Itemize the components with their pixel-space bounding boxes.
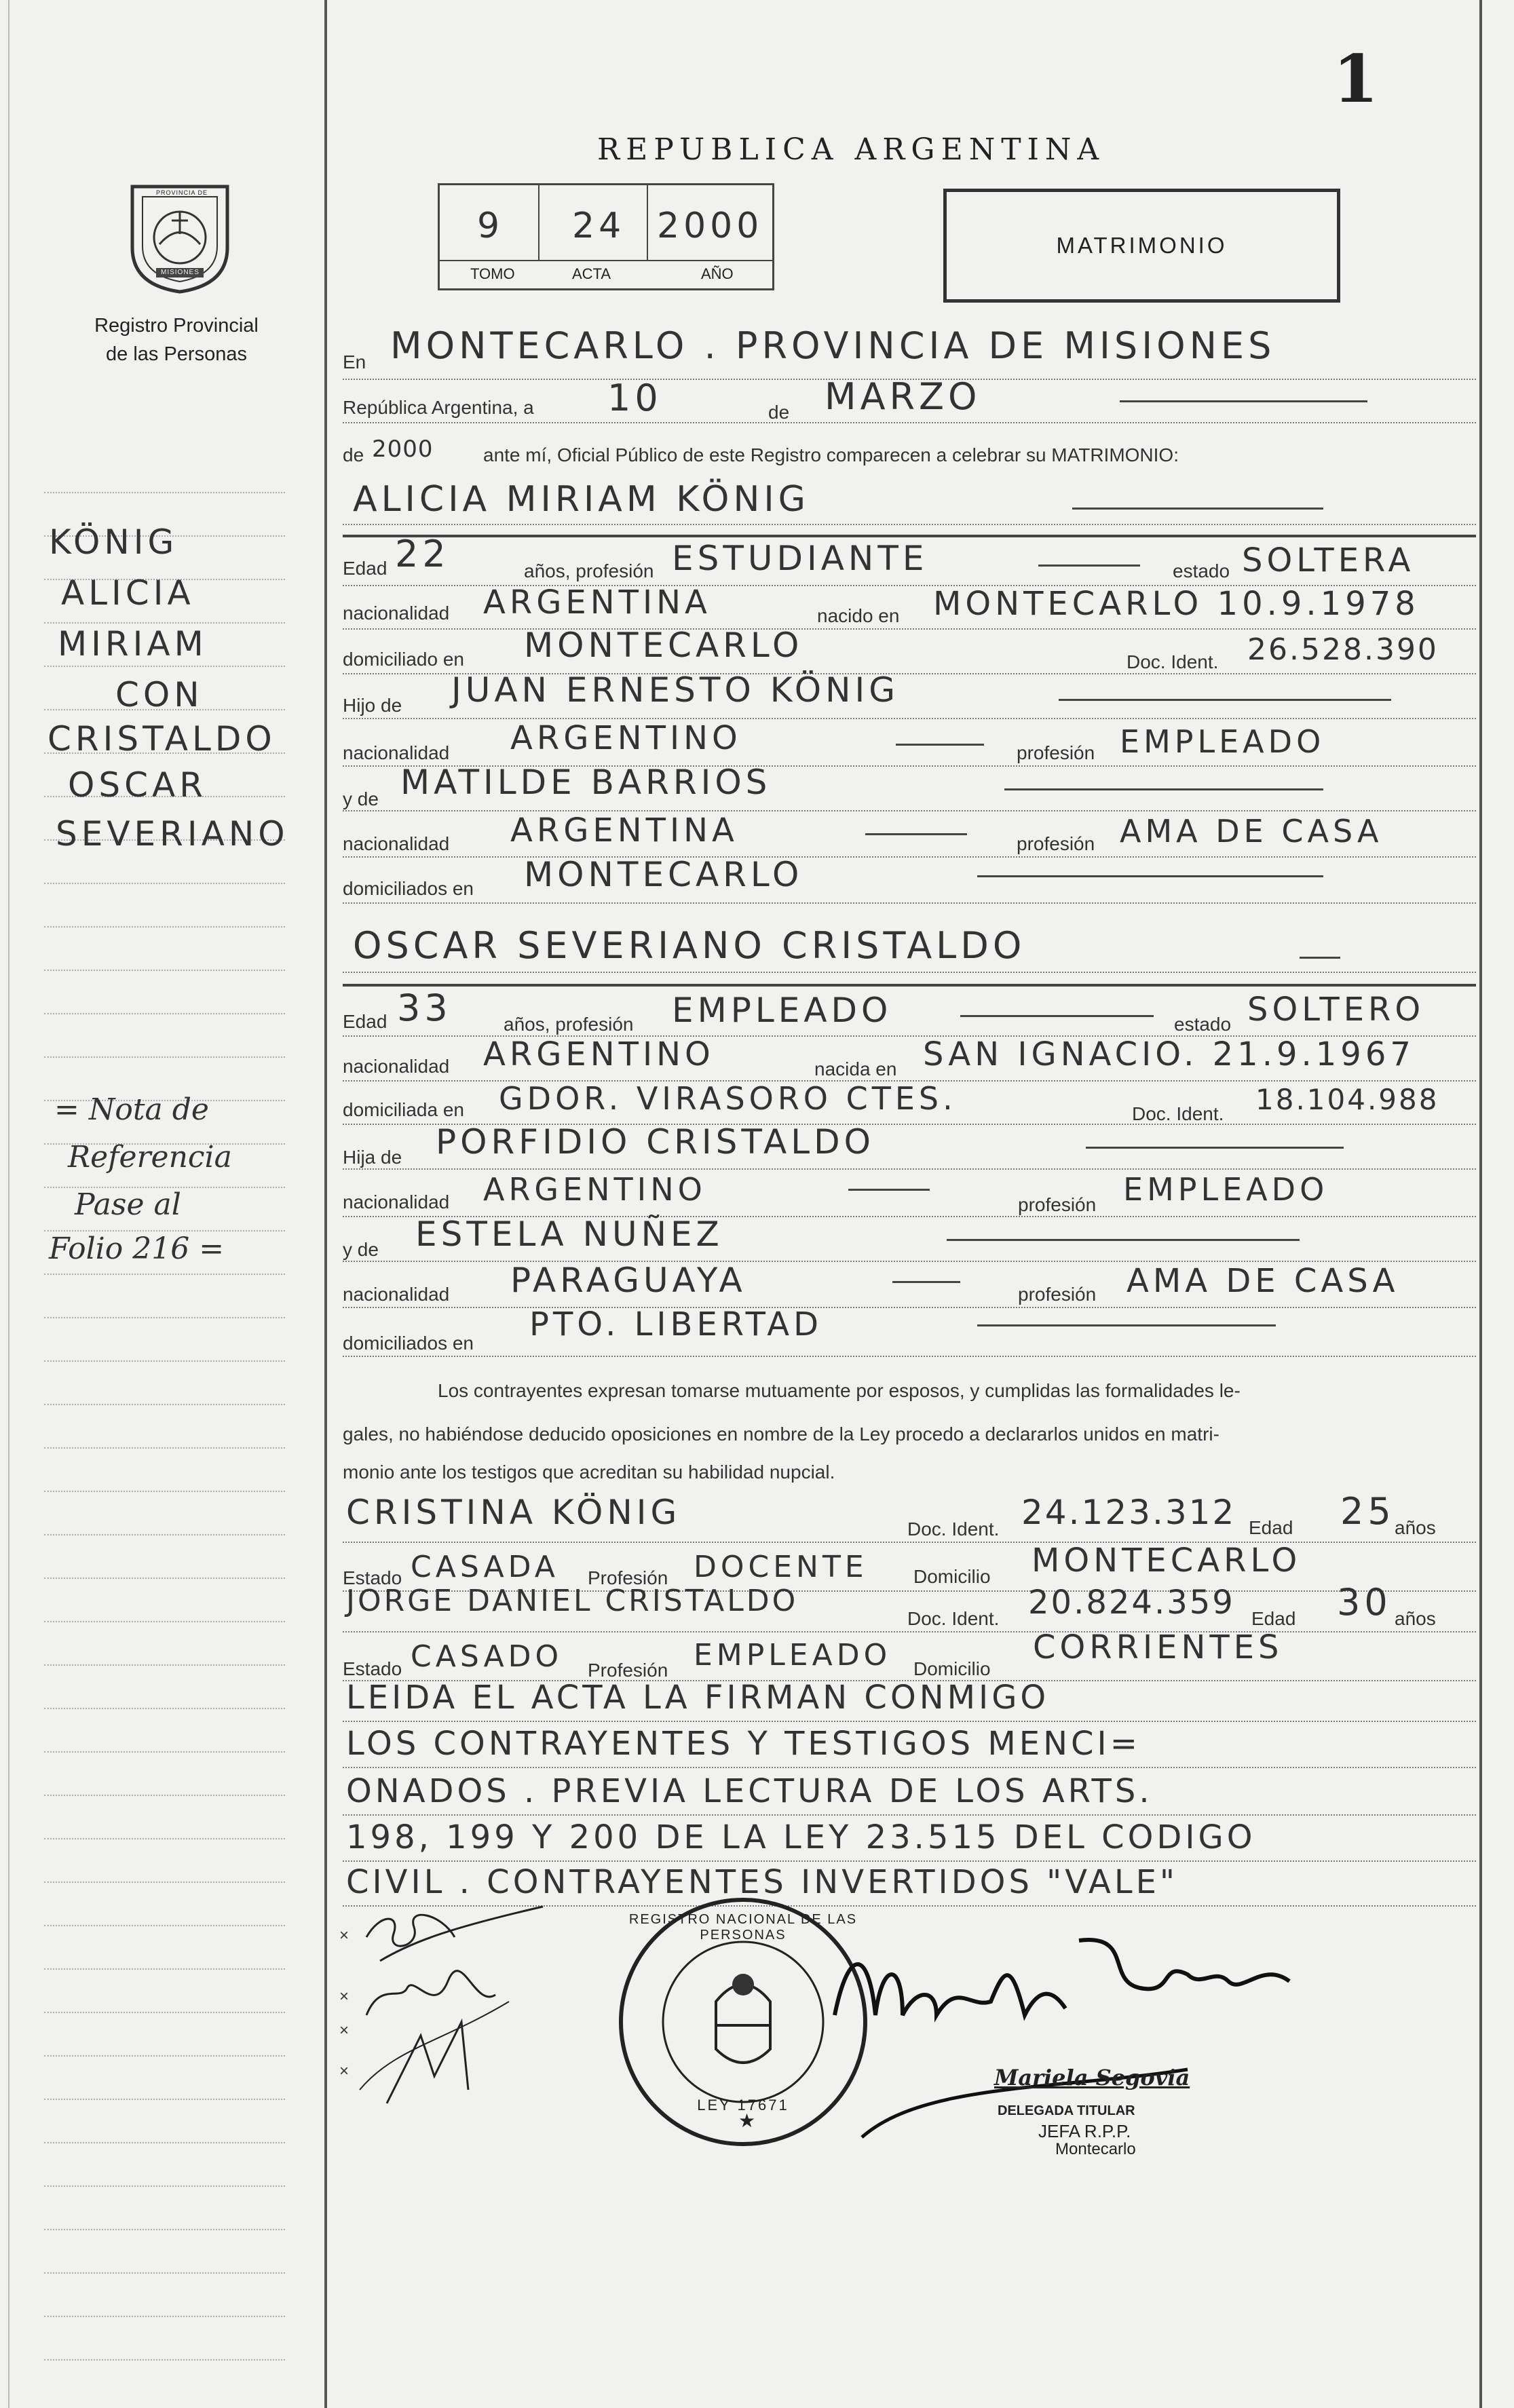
- contracting-signatures: [339, 1900, 556, 2117]
- margin-rule-line: [44, 2055, 285, 2057]
- seal-bottom-text: MISIONES: [161, 269, 200, 276]
- closing-remark-line: LOS CONTRAYENTES Y TESTIGOS MENCI=: [346, 1725, 1141, 1763]
- witness1-status: CASADA: [411, 1550, 559, 1584]
- bride-doc-label: Doc. Ident.: [1127, 651, 1219, 672]
- witness2-dom-label: Domicilio: [913, 1658, 991, 1679]
- margin-rule-line: [44, 2012, 285, 2013]
- ano-value: 2000: [657, 206, 763, 246]
- page-number: 1: [1333, 41, 1378, 117]
- witness1-residence: MONTECARLO: [1032, 1542, 1302, 1580]
- witness1-occupation: DOCENTE: [694, 1550, 868, 1584]
- groom-father-label: Hija de: [343, 1147, 402, 1168]
- bride-father-occupation: EMPLEADO: [1120, 723, 1325, 760]
- margin-name-line: CON: [115, 675, 204, 714]
- groom-residence-label: domiciliada en: [343, 1099, 464, 1120]
- bride-estado-label: estado: [1173, 560, 1230, 581]
- book-reference-box: [438, 183, 774, 290]
- witness2-status: CASADO: [411, 1639, 563, 1674]
- witness2-edad-label: Edad: [1251, 1608, 1296, 1629]
- margin-rule-line: [44, 666, 285, 667]
- groom-mother: ESTELA NUÑEZ: [415, 1215, 723, 1254]
- witness2-doc-label: Doc. Ident.: [907, 1608, 1000, 1629]
- witness1-doc-label: Doc. Ident.: [907, 1518, 1000, 1540]
- margin-name-line: SEVERIANO: [56, 814, 289, 854]
- bride-nationality: ARGENTINA: [483, 584, 711, 622]
- margin-rule-line: [44, 2099, 285, 2100]
- margin-rule-line: [44, 1925, 285, 1926]
- intro-country-label: República Argentina, a: [343, 397, 534, 418]
- margin-rule-line: [44, 1968, 285, 1970]
- bride-birth-label: nacido en: [817, 605, 900, 626]
- intro-year-label: de: [343, 444, 364, 465]
- bride-residence-label: domiciliado en: [343, 649, 464, 670]
- margin-rule-line: [44, 2229, 285, 2230]
- margin-note-line: Folio 216 =: [49, 1231, 225, 1266]
- margin-rule-line: [44, 970, 285, 971]
- groom-doc-id: 18.104.988: [1255, 1083, 1439, 1116]
- margin-note-line: Referencia: [68, 1140, 232, 1174]
- tomo-label: TOMO: [470, 265, 515, 282]
- margin-rule-line: [44, 1491, 285, 1492]
- bride-parents-residence: MONTECARLO: [524, 855, 803, 894]
- declaration-line1: Los contrayentes expresan tomarse mutuamente por esposos, y cumplidas las formalidades le-: [438, 1380, 1241, 1401]
- intro-day: 10: [607, 377, 662, 419]
- bride-status: SOLTERA: [1242, 541, 1415, 579]
- ano-cell: [647, 185, 772, 260]
- margin-rule-line: [44, 1751, 285, 1753]
- margin-rule-line: [44, 1404, 285, 1405]
- margin-rule-line: [44, 1013, 285, 1014]
- bride-father-nationality: ARGENTINO: [510, 719, 742, 757]
- witness2-prof-label: Profesión: [588, 1660, 668, 1681]
- closing-rule-line: [343, 1814, 1476, 1816]
- ano-label: AÑO: [701, 265, 734, 282]
- groom-anos-profesion-label: años, profesión: [504, 1014, 634, 1035]
- intro-place: MONTECARLO . PROVINCIA DE MISIONES: [390, 324, 1276, 367]
- bride-mother-occupation: AMA DE CASA: [1120, 813, 1383, 849]
- groom-father-nationality: ARGENTINO: [483, 1171, 706, 1208]
- closing-rule-line: [343, 1767, 1476, 1768]
- groom-residence: GDOR. VIRASORO CTES.: [499, 1080, 957, 1117]
- witness2-residence: CORRIENTES: [1033, 1628, 1283, 1666]
- bride-father-prof-label: profesión: [1017, 742, 1095, 763]
- groom-nationality: ARGENTINO: [483, 1035, 715, 1073]
- declaration-line2: gales, no habiéndose deducido oposiciones en nombre de la Ley procedo a declararlos unidos en matri-: [343, 1423, 1219, 1445]
- witness1-prof-label: Profesión: [588, 1567, 668, 1588]
- svg-text:★: ★: [738, 2110, 756, 2131]
- witness2-estado-label: Estado: [343, 1658, 402, 1679]
- margin-rule-line: [44, 622, 285, 624]
- groom-doc-label: Doc. Ident.: [1132, 1103, 1224, 1124]
- bride-anos-profesion-label: años, profesión: [524, 560, 654, 581]
- margin-rule-line: [44, 1621, 285, 1622]
- bride-father-nat-label: nacionalidad: [343, 742, 450, 763]
- margin-name-line: KÖNIG: [49, 522, 178, 562]
- groom-parents-res-label: domiciliados en: [343, 1333, 474, 1354]
- groom-edad-label: Edad: [343, 1011, 387, 1032]
- groom-mother-occupation: AMA DE CASA: [1127, 1262, 1399, 1300]
- bride-father-label: Hijo de: [343, 695, 402, 716]
- margin-rule-line: [44, 1317, 285, 1318]
- bride-mother-label: y de: [343, 788, 379, 809]
- margin-rule-line: [44, 2142, 285, 2143]
- witness2-name: JORGE DANIEL CRISTALDO: [346, 1584, 799, 1618]
- margin-rule-line: [44, 1708, 285, 1709]
- bride-parents-res-label: domiciliados en: [343, 878, 474, 899]
- groom-occupation: EMPLEADO: [672, 991, 892, 1030]
- bride-edad-label: Edad: [343, 558, 387, 579]
- groom-status: SOLTERO: [1247, 991, 1425, 1029]
- margin-rule-line: [44, 1838, 285, 1839]
- left-margin-rule: [324, 0, 327, 2408]
- margin-name-line: CRISTALDO: [48, 719, 276, 759]
- groom-mother-prof-label: profesión: [1018, 1284, 1097, 1305]
- bride-residence: MONTECARLO: [524, 626, 803, 665]
- margin-rule-line: [44, 926, 285, 928]
- intro-en-label: En: [343, 351, 366, 372]
- margin-rule-line: [44, 2316, 285, 2317]
- witness2-anos-label: años: [1395, 1608, 1436, 1629]
- closing-rule-line: [343, 1721, 1476, 1722]
- margin-rule-line: [44, 2185, 285, 2187]
- intro-de-label: de: [768, 402, 790, 423]
- groom-nationality-label: nacionalidad: [343, 1056, 450, 1077]
- bride-name: ALICIA MIRIAM KÖNIG: [353, 479, 810, 520]
- registry-name-line1: Registro Provincial: [94, 315, 259, 337]
- witness1-name: CRISTINA KÖNIG: [346, 1493, 681, 1532]
- intro-month: MARZO: [825, 375, 981, 418]
- bride-mother-prof-label: profesión: [1017, 833, 1095, 854]
- margin-rule-line: [44, 1795, 285, 1796]
- groom-mother-nat-label: nacionalidad: [343, 1284, 450, 1305]
- bride-doc-id: 26.528.390: [1247, 632, 1439, 667]
- margin-rule-line: [44, 1664, 285, 1666]
- registry-name-line2: de las Personas: [106, 343, 247, 365]
- margin-rule-line: [44, 492, 285, 493]
- bride-occupation: ESTUDIANTE: [672, 539, 928, 578]
- official-title2: JEFA R.P.P.: [1038, 2121, 1131, 2141]
- bride-mother: MATILDE BARRIOS: [400, 763, 772, 802]
- document-type: MATRIMONIO: [1056, 233, 1228, 258]
- closing-remark-line: ONADOS . PREVIA LECTURA DE LOS ARTS.: [346, 1772, 1153, 1810]
- tomo-cell: [440, 185, 540, 260]
- groom-name: OSCAR SEVERIANO CRISTALDO: [353, 924, 1026, 967]
- document-title: REPUBLICA ARGENTINA: [597, 132, 1105, 167]
- groom-parents-residence: PTO. LIBERTAD: [529, 1305, 823, 1343]
- witness1-anos-label: años: [1395, 1517, 1436, 1538]
- witness2-age: 30: [1337, 1581, 1392, 1624]
- seal-top-text: PROVINCIA DE: [156, 189, 208, 196]
- witness1-doc-id: 24.123.312: [1021, 1493, 1236, 1532]
- margin-rule-line: [44, 1881, 285, 1883]
- svg-text:×: ×: [339, 1987, 349, 2006]
- stamp-ring-text: REGISTRO NACIONAL DE LAS PERSONAS: [628, 1912, 858, 1943]
- tomo-value: 9: [477, 206, 504, 246]
- margin-rule-line: [44, 1447, 285, 1449]
- witness2-doc-id: 20.824.359: [1028, 1584, 1235, 1622]
- margin-rule-line: [44, 1578, 285, 1579]
- groom-estado-label: estado: [1174, 1014, 1232, 1035]
- margin-rule-line: [44, 883, 285, 884]
- bride-age: 22: [395, 533, 450, 575]
- closing-rule-line: [343, 1860, 1476, 1862]
- official-place: Montecarlo: [1055, 2140, 1136, 2158]
- margin-note-line: = Nota de: [54, 1092, 209, 1127]
- groom-birth: SAN IGNACIO. 21.9.1967: [923, 1035, 1415, 1073]
- official-name: Mariela Segovia: [994, 2065, 1190, 2090]
- groom-father-nat-label: nacionalidad: [343, 1191, 450, 1212]
- intro-year: 2000: [372, 436, 434, 463]
- margin-rule-line: [44, 1056, 285, 1058]
- bride-father: JUAN ERNESTO KÖNIG: [451, 670, 900, 710]
- witness1-edad-label: Edad: [1249, 1517, 1293, 1538]
- left-edge-rule: [8, 0, 10, 2408]
- official-title1: DELEGADA TITULAR: [998, 2103, 1135, 2118]
- margin-rule-line: [44, 1534, 285, 1535]
- bride-mother-nationality: ARGENTINA: [510, 811, 738, 849]
- right-margin-rule: [1479, 0, 1482, 2408]
- groom-father: PORFIDIO CRISTALDO: [436, 1122, 875, 1162]
- bride-nationality-label: nacionalidad: [343, 603, 450, 624]
- svg-text:×: ×: [339, 1926, 349, 1945]
- margin-note-line: Pase al: [75, 1187, 181, 1222]
- svg-text:×: ×: [339, 2021, 349, 2040]
- margin-name-line: MIRIAM: [58, 624, 208, 664]
- intro-statement: ante mí, Oficial Público de este Registro comparecen a celebrar su MATRIMONIO:: [483, 444, 1179, 465]
- witness1-age: 25: [1340, 1490, 1395, 1533]
- groom-mother-label: y de: [343, 1239, 379, 1260]
- margin-rule-line: [44, 1274, 285, 1275]
- witness1-estado-label: Estado: [343, 1567, 402, 1588]
- groom-father-occupation: EMPLEADO: [1123, 1171, 1329, 1208]
- closing-remark-line: 198, 199 Y 200 DE LA LEY 23.515 DEL CODIGO: [346, 1818, 1256, 1856]
- acta-cell: [538, 185, 648, 260]
- margin-name-line: ALICIA: [61, 573, 195, 613]
- closing-remark-line: CIVIL . CONTRAYENTES INVERTIDOS "VALE": [346, 1863, 1179, 1901]
- margin-rule-line: [44, 2272, 285, 2274]
- document-type-box: [943, 189, 1340, 303]
- groom-father-prof-label: profesión: [1018, 1194, 1097, 1215]
- book-labels-row: [440, 260, 772, 261]
- acta-value: 24: [572, 206, 626, 246]
- witness2-occupation: EMPLEADO: [694, 1638, 892, 1673]
- bride-birth: MONTECARLO 10.9.1978: [933, 585, 1420, 623]
- margin-rule-line: [44, 2359, 285, 2361]
- provincial-seal: [119, 173, 241, 295]
- margin-rule-line: [44, 1360, 285, 1362]
- svg-text:×: ×: [339, 2062, 349, 2080]
- acta-label: ACTA: [572, 265, 611, 282]
- stamp-law-text: LEY 17671: [697, 2097, 789, 2114]
- bride-mother-nat-label: nacionalidad: [343, 833, 450, 854]
- groom-mother-nationality: PARAGUAYA: [510, 1261, 746, 1300]
- declaration-line3: monio ante los testigos que acreditan su habilidad nupcial.: [343, 1461, 835, 1483]
- witness1-dom-label: Domicilio: [913, 1566, 991, 1587]
- margin-name-line: OSCAR: [68, 765, 207, 805]
- closing-remark-line: LEIDA EL ACTA LA FIRMAN CONMIGO: [346, 1679, 1050, 1717]
- groom-birth-label: nacida en: [814, 1058, 897, 1079]
- groom-age: 33: [397, 987, 452, 1029]
